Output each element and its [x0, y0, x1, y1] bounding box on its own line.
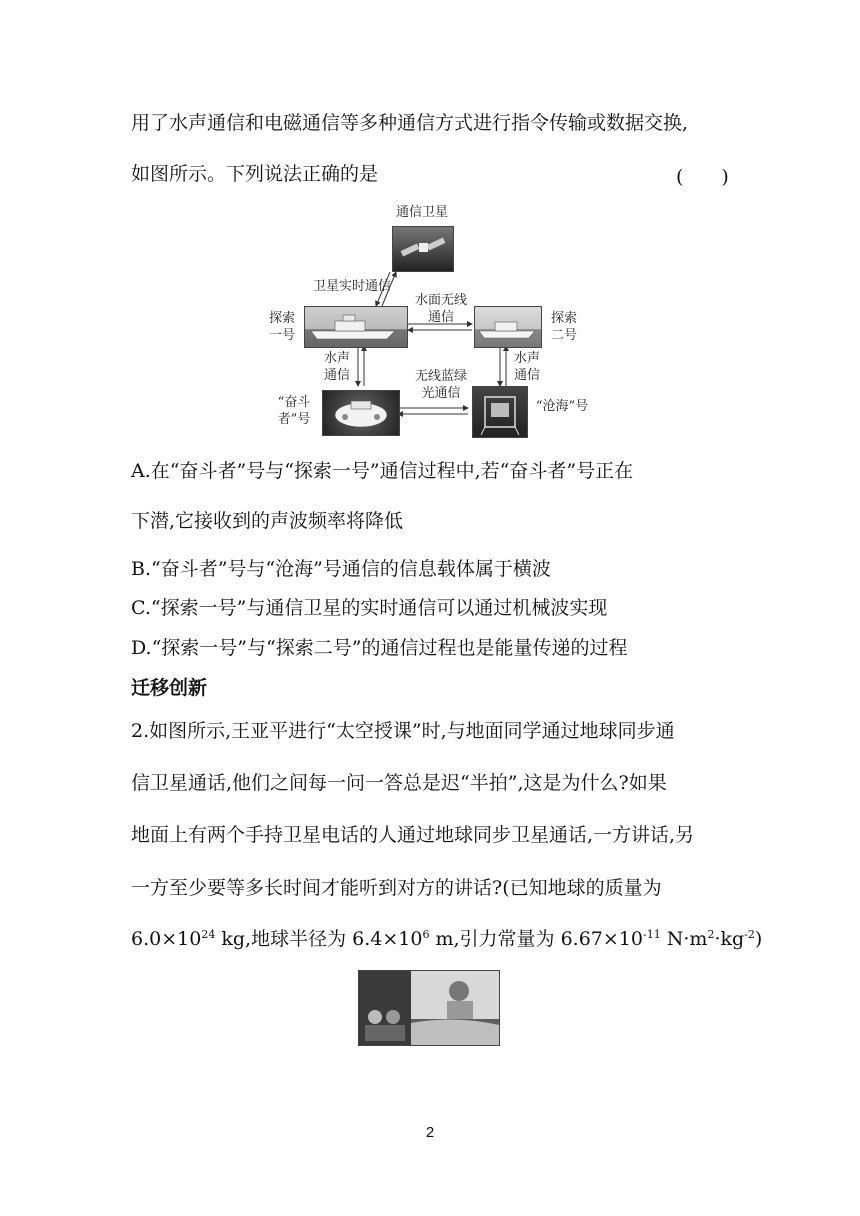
photo-illustration: [359, 971, 499, 1045]
question2-line: 地面上有两个手持卫星电话的人通过地球同步卫星通话,一方讲话,另: [131, 824, 695, 846]
option-c: C.“探索一号”与通信卫星的实时通信可以通过机械波实现: [131, 597, 608, 619]
canghai-photo: [472, 386, 528, 438]
text: ): [754, 928, 763, 950]
question2-line: 一方至少要等多长时间才能听到对方的讲话?(已知地球的质量为: [131, 877, 662, 899]
question-text-line: 如图所示。下列说法正确的是: [131, 163, 379, 185]
ship1-label: [264, 310, 300, 344]
exponent: -2: [744, 928, 755, 941]
text: ·kg: [714, 928, 745, 950]
page-number: 2: [425, 1124, 435, 1141]
exponent: -11: [642, 928, 661, 941]
submersible-label-line: “奋斗: [277, 395, 311, 410]
acoustic-link-right: [510, 350, 544, 384]
submersible-label: [270, 394, 318, 428]
ship2-label-line: 探索: [550, 311, 577, 326]
satellite-link-label: 卫星实时通信: [312, 279, 391, 294]
ship1-label-line: 一号: [268, 328, 295, 343]
submersible-photo: [322, 390, 400, 436]
question2-line: 2.如图所示,王亚平进行“太空授课”时,与地面同学通过地球同步通: [131, 720, 675, 742]
text: kg,地球半径为 6.4×10: [215, 928, 423, 950]
satellite-photo: [392, 226, 454, 272]
optical-line: 光通信: [421, 386, 461, 401]
option-a-line: 下潜,它接收到的声波频率将降低: [131, 510, 404, 532]
ship-icon: [475, 307, 541, 347]
exponent: 6: [422, 928, 430, 941]
communication-diagram: [262, 200, 592, 440]
acoustic-line: 水声: [323, 351, 350, 366]
acoustic-line: 通信: [323, 368, 350, 383]
canghai-label: “沧海”号: [535, 399, 589, 414]
ship2-label: [546, 310, 582, 344]
text: m,引力常量为 6.67×10: [429, 928, 643, 950]
exponent: 2: [707, 928, 715, 941]
option-a-line: A.在“奋斗者”号与“探索一号”通信过程中,若“奋斗者”号正在: [131, 460, 634, 482]
text: 6.0×10: [131, 928, 202, 950]
option-d: D.“探索一号”与“探索二号”的通信过程也是能量传递的过程: [131, 637, 628, 659]
acoustic-link-left: [320, 350, 354, 384]
optical-link-label: [402, 368, 480, 402]
text: N·m: [660, 928, 708, 950]
answer-bracket: ( ): [676, 166, 729, 188]
acoustic-line: 水声: [513, 351, 540, 366]
section-heading: 迁移创新: [131, 677, 208, 699]
surface-link-line: 通信: [427, 310, 454, 325]
option-b: B.“奋斗者”号与“沧海”号通信的信息载体属于横波: [131, 558, 551, 580]
question-text-line: 用了水声通信和电磁通信等多种通信方式进行指令传输或数据交换,: [131, 112, 689, 134]
question2-line: 信卫星通话,他们之间每一问一答总是迟“半拍”,这是为什么?如果: [131, 772, 667, 794]
ship2-photo: [474, 306, 542, 348]
satellite-label: 通信卫星: [395, 205, 448, 220]
acoustic-line: 通信: [513, 368, 540, 383]
submersible-label-line: 者”号: [277, 412, 311, 427]
question2-line-constants: [131, 927, 762, 951]
exponent: 24: [201, 928, 216, 941]
surface-link-label: [402, 292, 480, 326]
ship1-photo: [304, 306, 408, 348]
space-class-photo: [358, 970, 500, 1046]
lander-icon: [473, 387, 527, 437]
submersible-icon: [323, 391, 399, 435]
optical-line: 无线蓝绿: [414, 369, 467, 384]
ship-icon: [305, 307, 407, 347]
surface-link-line: 水面无线: [414, 293, 467, 308]
ship2-label-line: 二号: [550, 328, 577, 343]
ship1-label-line: 探索: [268, 311, 295, 326]
satellite-icon: [393, 227, 453, 271]
